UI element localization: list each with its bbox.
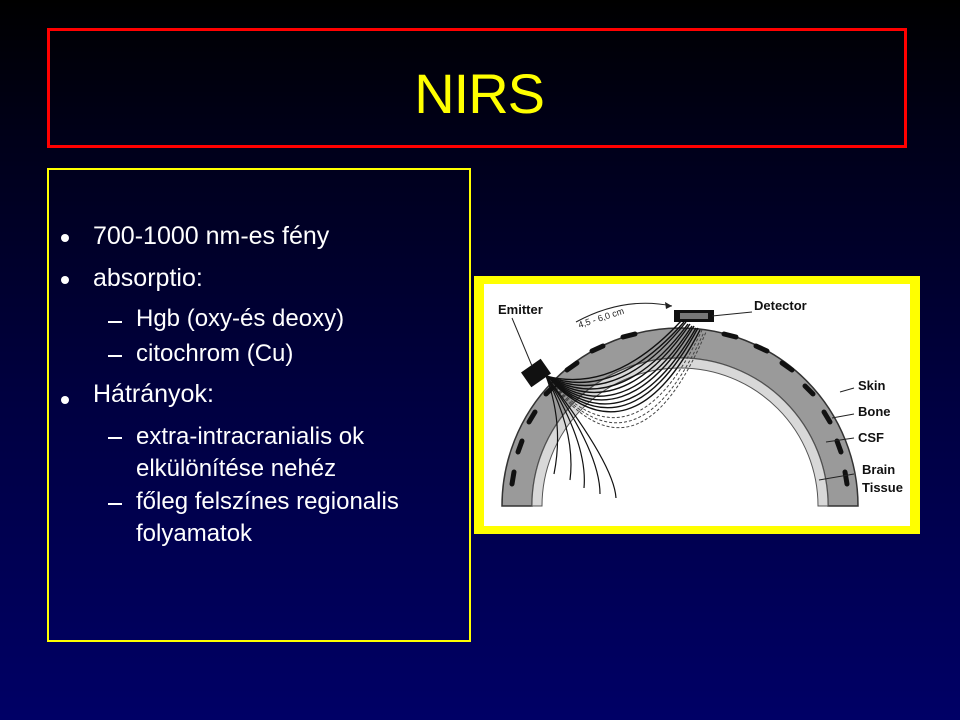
- emitter-probe: [521, 359, 551, 388]
- bullet-dot: [61, 396, 69, 404]
- sub-bullet-dash: [108, 437, 122, 439]
- nirs-diagram: [484, 284, 910, 526]
- detector-label: Detector: [754, 298, 807, 313]
- sub-bullet-dash: [108, 321, 122, 323]
- content-frame: [47, 168, 471, 642]
- sub-bullet-item-continuation: folyamatok: [136, 520, 253, 547]
- sub-bullet-item: Hgb (oxy-és deoxy): [136, 305, 345, 332]
- bone-label: Bone: [858, 404, 891, 419]
- sub-bullet-item: citochrom (Cu): [136, 340, 294, 367]
- bullet-dot: [61, 276, 69, 284]
- distance-label: 4,5 - 6,0 cm: [576, 305, 626, 330]
- bullet-item: 700-1000 nm-es fény: [93, 222, 330, 250]
- sub-bullet-item: extra-intracranialis ok: [136, 423, 365, 450]
- brain-label: Brain: [862, 462, 896, 477]
- distance-arrow: [665, 302, 672, 309]
- csf-label: CSF: [858, 430, 884, 445]
- bullet-item: Hátrányok:: [93, 380, 214, 408]
- slide-title: NIRS: [414, 62, 544, 125]
- sub-bullet-dash: [108, 355, 122, 357]
- sub-bullet-dash: [108, 503, 122, 505]
- tissue-label: Tissue: [862, 480, 903, 495]
- skin-label: Skin: [858, 378, 886, 393]
- emitter-label: Emitter: [498, 302, 543, 317]
- bullet-dot: [61, 234, 69, 242]
- title-frame: [47, 28, 907, 148]
- sub-bullet-item-continuation: elkülönítése nehéz: [136, 455, 337, 482]
- sub-bullet-item: főleg felszínes regionalis: [136, 488, 399, 515]
- nirs-head-cross-section: [484, 284, 910, 526]
- skin-bone-layer: [502, 328, 858, 506]
- detector-window: [680, 313, 708, 319]
- bullet-item: absorptio:: [93, 264, 203, 292]
- nirs-figure-frame: [474, 276, 920, 534]
- bullet-list: [49, 170, 469, 640]
